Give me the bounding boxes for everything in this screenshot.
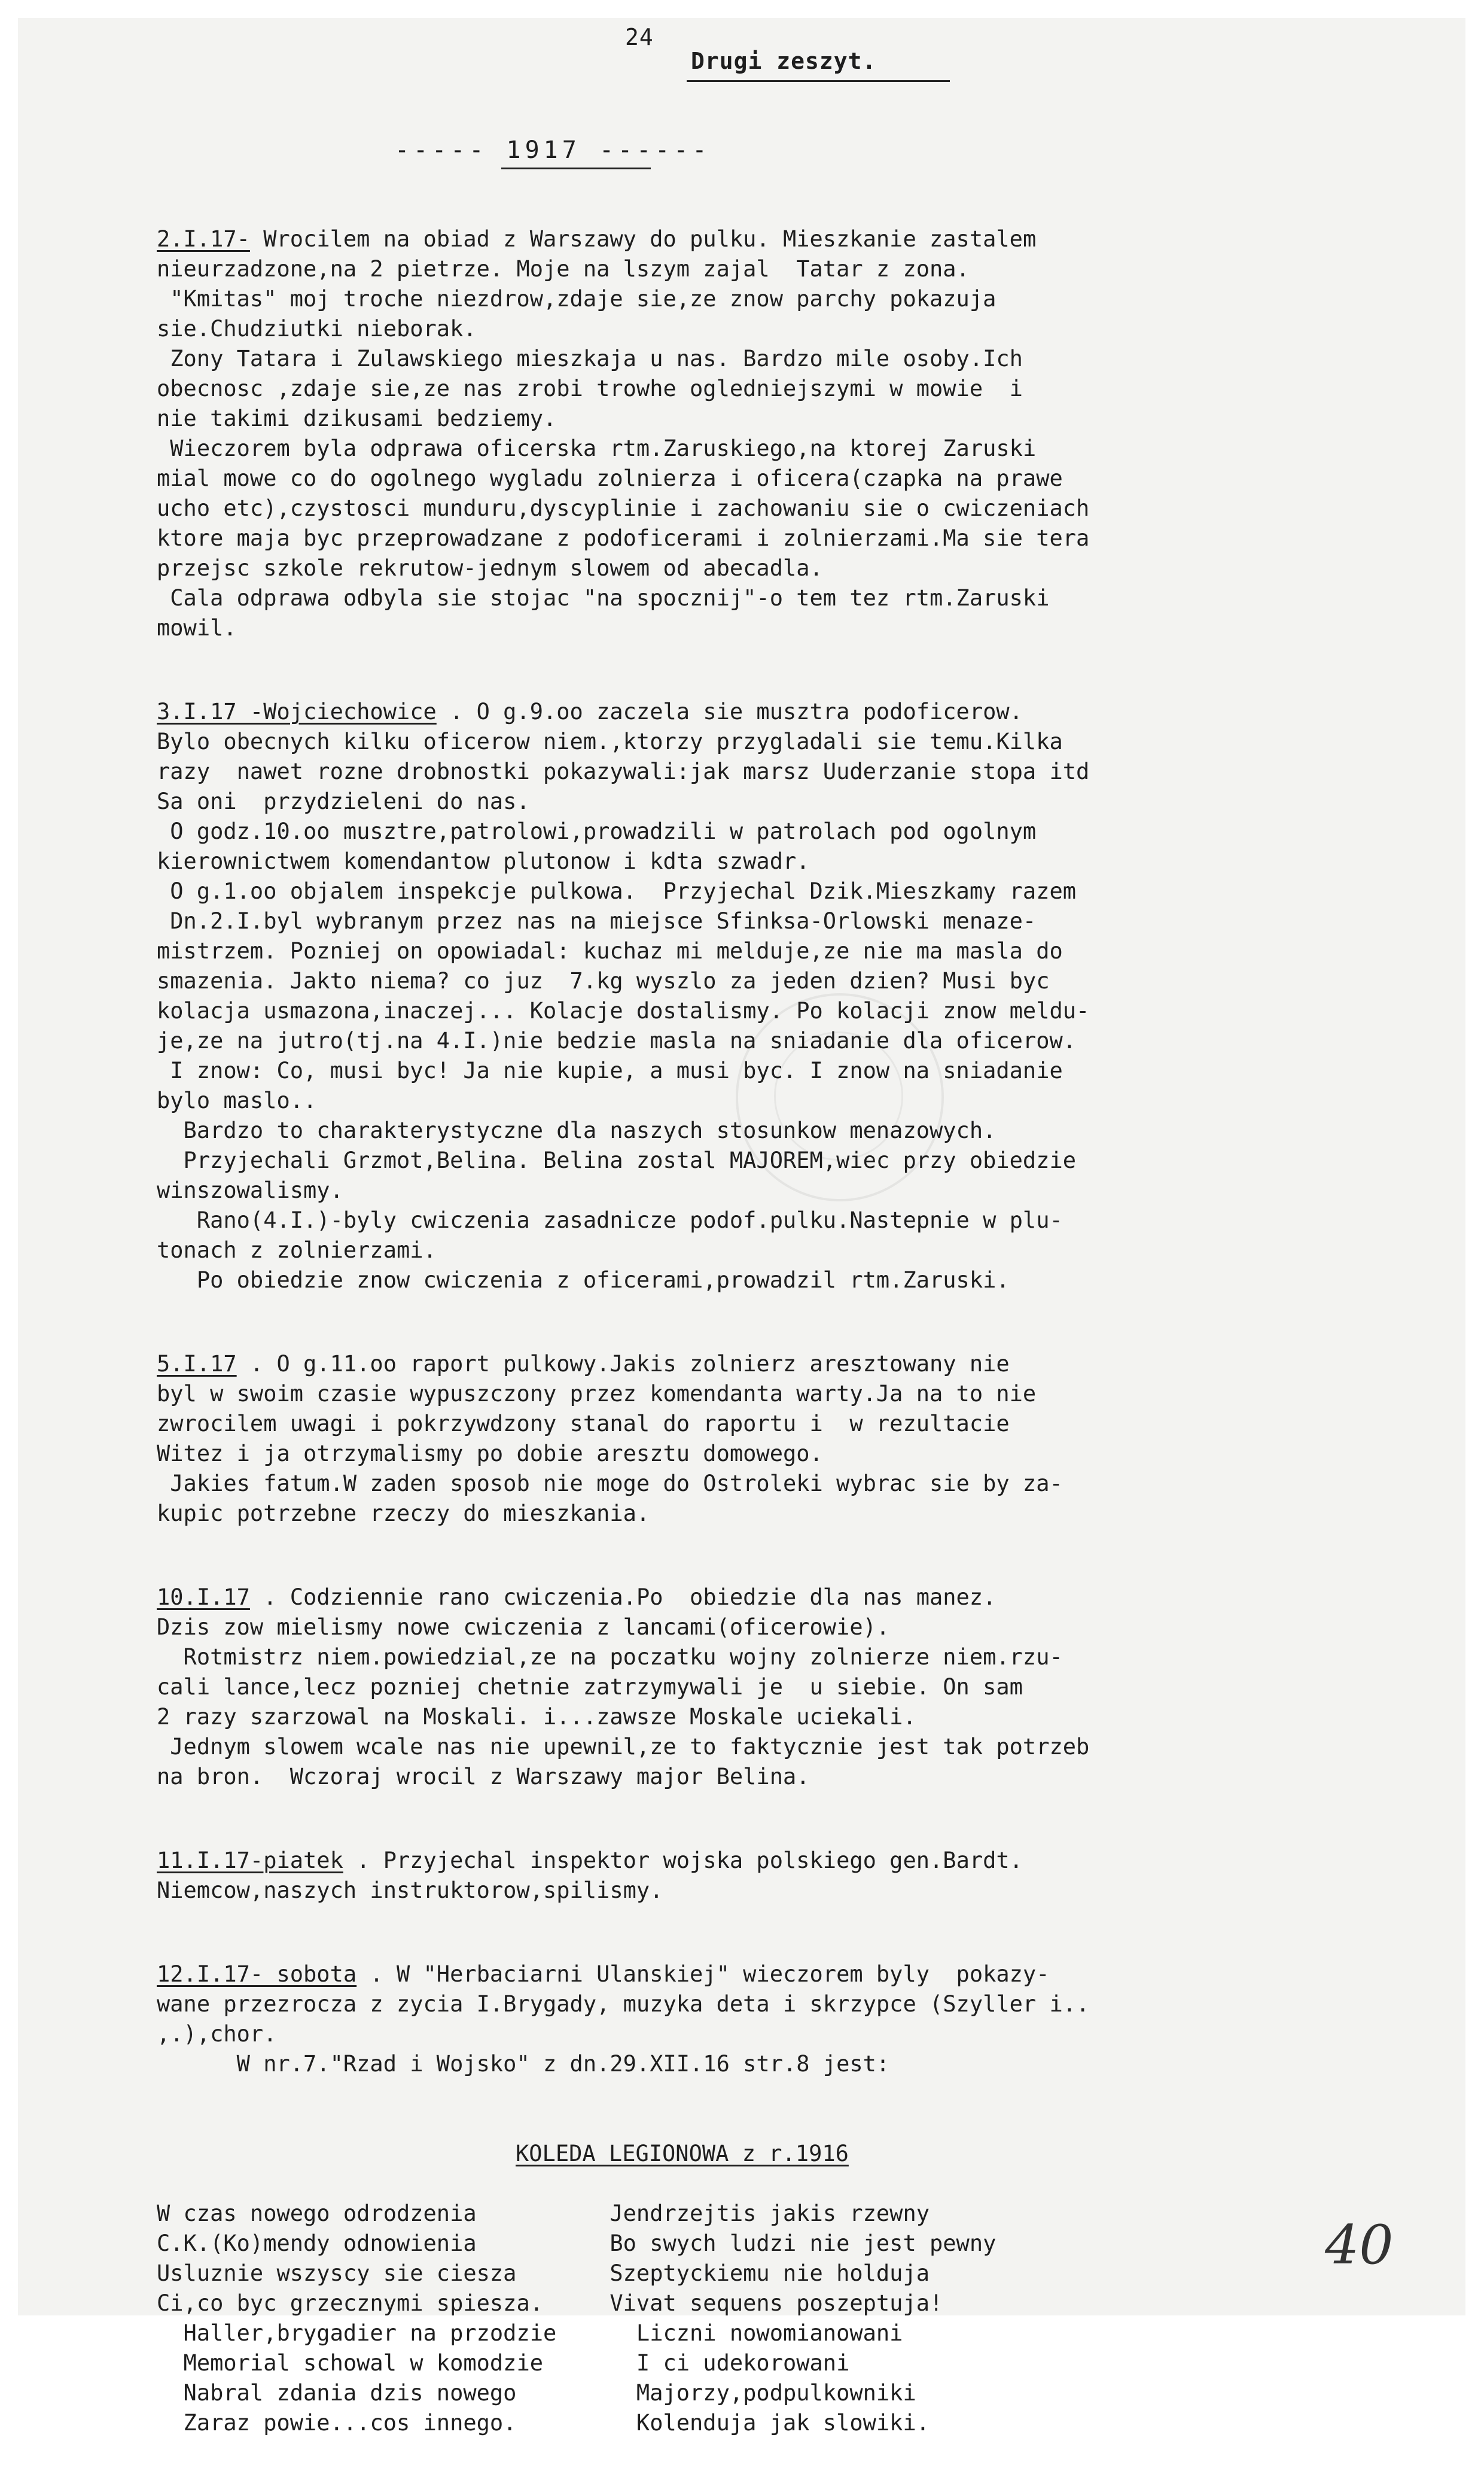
- entry-11-jan: [157, 1846, 1443, 1906]
- year-rule-right: ------: [599, 136, 711, 164]
- entry-line: ucho etc),czystosci munduru,dyscyplinie i zachowaniu sie o cwiczeniach: [157, 495, 1090, 521]
- entry-line: ,.),chor.: [157, 2021, 277, 2047]
- entry-line: przejsc szkole rekrutow-jednym slowem od abecadla.: [157, 555, 823, 581]
- title-underline: [687, 80, 950, 82]
- entry-date: 2.I.17-: [157, 226, 250, 252]
- entry-line: wane przezrocza z zycia I.Brygady, muzyka deta i skrzypce (Szyller i..: [157, 1991, 1090, 2017]
- entry-line: . Codziennie rano cwiczenia.Po obiedzie dla nas manez.: [249, 1584, 997, 1610]
- entry-line: . O g.11.oo raport pulkowy.Jakis zolnierz aresztowany nie: [236, 1351, 1010, 1377]
- entry-date: 5.I.17: [157, 1351, 237, 1377]
- entry-line: razy nawet rozne drobnostki pokazywali:jak marsz Uuderzanie stopa itd: [157, 759, 1090, 784]
- page-number: 24: [625, 24, 654, 50]
- entry-line: O godz.10.oo musztre,patrolowi,prowadzili w patrolach pod ogolnym: [157, 818, 1037, 844]
- poem-line: Usluznie wszyscy sie ciesza Szeptyckiemu nie holduja: [157, 2260, 930, 2286]
- entry-line: mistrzem. Pozniej on opowiadal: kuchaz mi melduje,ze nie ma masla do: [157, 938, 1063, 964]
- entry-line: . O g.9.oo zaczela sie musztra podoficerow.: [436, 699, 1023, 725]
- entry-line: Cala odprawa odbyla sie stojac "na spocznij"-o tem tez rtm.Zaruski: [157, 585, 1050, 611]
- poem-line: Haller,brygadier na przodzie Liczni nowomianowani: [157, 2320, 903, 2346]
- poem-line: Ci,co byc grzecznymi spiesza. Vivat sequens poszeptuja!: [157, 2290, 943, 2316]
- entry-3-jan: [157, 697, 1443, 1295]
- poem-line: C.K.(Ko)mendy odnowienia Bo swych ludzi nie jest pewny: [157, 2230, 997, 2256]
- entry-line: I znow: Co, musi byc! Ja nie kupie, a musi byc. I znow na sniadanie: [157, 1058, 1063, 1084]
- entry-line: mial mowe co do ogolnego wygladu zolnierza i oficera(czapka na prawe: [157, 465, 1063, 491]
- entry-line: Po obiedzie znow cwiczenia z oficerami,prowadzil rtm.Zaruski.: [157, 1267, 1010, 1293]
- poem-title: KOLEDA LEGIONOWA z r.1916: [516, 2141, 849, 2166]
- entry-line: nie takimi dzikusami bedziemy.: [157, 406, 557, 431]
- entry-line: W nr.7."Rzad i Wojsko" z dn.29.XII.16 str.8 jest:: [157, 2051, 890, 2077]
- entry-line: kolacja usmazona,inaczej... Kolacje dostalismy. Po kolacji znow meldu-: [157, 998, 1090, 1024]
- entry-line: je,ze na jutro(tj.na 4.I.)nie bedzie masla na sniadanie dla oficerow.: [157, 1028, 1077, 1054]
- entry-2-jan: [157, 224, 1443, 643]
- entry-line: Wieczorem byla odprawa oficerska rtm.Zaruskiego,na ktorej Zaruski: [157, 436, 1037, 461]
- entry-line: Dzis zow mielismy nowe cwiczenia z lancami(oficerowie).: [157, 1614, 890, 1640]
- entry-line: 2 razy szarzowal na Moskali. i...zawsze Moskale uciekali.: [157, 1704, 916, 1730]
- entry-line: tonach z zolnierzami.: [157, 1237, 437, 1263]
- notebook-title: Drugi zeszyt.: [691, 48, 877, 74]
- year-underline: [501, 168, 651, 169]
- entry-line: sie.Chudziutki nieborak.: [157, 316, 477, 342]
- poem-line: Nabral zdania dzis nowego Majorzy,podpulkowniki: [157, 2380, 916, 2406]
- year-heading: [395, 136, 711, 164]
- entry-line: Witez i ja otrzymalismy po dobie aresztu domowego.: [157, 1441, 823, 1466]
- entry-line: zwrocilem uwagi i pokrzywdzony stanal do raportu i w rezultacie: [157, 1411, 1010, 1437]
- entry-10-jan: [157, 1583, 1443, 1792]
- entry-date: 12.I.17- sobota: [157, 1961, 357, 1987]
- poem-line: Zaraz powie...cos innego. Kolenduja jak slowiki.: [157, 2410, 930, 2436]
- entry-line: Wrocilem na obiad z Warszawy do pulku. Mieszkanie zastalem: [249, 226, 1037, 252]
- poem-line: W czas nowego odrodzenia Jendrzejtis jakis rzewny: [157, 2201, 930, 2226]
- year-rule-left: -----: [395, 136, 488, 164]
- entry-date: 10.I.17: [157, 1584, 250, 1610]
- entry-line: ktore maja byc przeprowadzane z podoficerami i zolnierzami.Ma sie tera: [157, 525, 1090, 551]
- entry-line: Rotmistrz niem.powiedzial,ze na poczatku wojny zolnierze niem.rzu-: [157, 1644, 1063, 1670]
- entry-line: . Przyjechal inspektor wojska polskiego gen.Bardt.: [343, 1848, 1023, 1873]
- poem-line: Memorial schowal w komodzie I ci udekorowani: [157, 2350, 850, 2376]
- diary-text: [157, 194, 1443, 2468]
- entry-line: Rano(4.I.)-byly cwiczenia zasadnicze podof.pulku.Nastepnie w plu-: [157, 1207, 1063, 1233]
- entry-line: Bylo obecnych kilku oficerow niem.,ktorzy przygladali sie temu.Kilka: [157, 729, 1063, 754]
- entry-date: 11.I.17-piatek: [157, 1848, 343, 1873]
- entry-line: Jednym slowem wcale nas nie upewnil,ze to faktycznie jest tak potrzeb: [157, 1734, 1090, 1760]
- entry-line: byl w swoim czasie wypuszczony przez komendanta warty.Ja na to nie: [157, 1381, 1037, 1407]
- koleda-poem: [157, 2109, 1443, 2438]
- entry-line: Niemcow,naszych instruktorow,spilismy.: [157, 1877, 663, 1903]
- entry-line: bylo maslo..: [157, 1088, 317, 1113]
- handwritten-folio-number: 40: [1325, 2214, 1394, 2277]
- entry-line: cali lance,lecz pozniej chetnie zatrzymywali je u siebie. On sam: [157, 1674, 1023, 1700]
- entry-line: Zony Tatara i Zulawskiego mieszkaja u nas. Bardzo mile osoby.Ich: [157, 346, 1023, 372]
- entry-line: "Kmitas" moj troche niezdrow,zdaje sie,ze znow parchy pokazuja: [157, 286, 997, 312]
- entry-line: kupic potrzebne rzeczy do mieszkania.: [157, 1501, 650, 1526]
- entry-line: nieurzadzone,na 2 pietrze. Moje na lszym zajal Tatar z zona.: [157, 256, 970, 282]
- entry-line: winszowalismy.: [157, 1177, 343, 1203]
- entry-5-jan: [157, 1349, 1443, 1529]
- year-value: 1917: [506, 136, 581, 164]
- entry-line: Bardzo to charakterystyczne dla naszych stosunkow menazowych.: [157, 1118, 997, 1143]
- entry-line: kierownictwem komendantow plutonow i kdta szwadr.: [157, 848, 810, 874]
- entry-line: O g.1.oo objalem inspekcje pulkowa. Przyjechal Dzik.Mieszkamy razem: [157, 878, 1077, 904]
- entry-line: obecnosc ,zdaje sie,ze nas zrobi trowhe ogledniejszymi w mowie i: [157, 376, 1023, 401]
- entry-line: mowil.: [157, 615, 237, 641]
- entry-date: 3.I.17 -Wojciechowice: [157, 699, 437, 725]
- entry-line: Sa oni przydzieleni do nas.: [157, 789, 530, 814]
- entry-line: Dn.2.I.byl wybranym przez nas na miejsce Sfinksa-Orlowski menaze-: [157, 908, 1037, 934]
- entry-line: na bron. Wczoraj wrocil z Warszawy major Belina.: [157, 1764, 810, 1790]
- entry-line: . W "Herbaciarni Ulanskiej" wieczorem byly pokazy-: [356, 1961, 1050, 1987]
- entry-line: Przyjechali Grzmot,Belina. Belina zostal MAJOREM,wiec przy obiedzie: [157, 1148, 1077, 1173]
- entry-line: smazenia. Jakto niema? co juz 7.kg wyszlo za jeden dzien? Musi byc: [157, 968, 1050, 994]
- entry-line: Jakies fatum.W zaden sposob nie moge do Ostroleki wybrac sie by za-: [157, 1471, 1063, 1496]
- entry-12-jan: [157, 1959, 1443, 2079]
